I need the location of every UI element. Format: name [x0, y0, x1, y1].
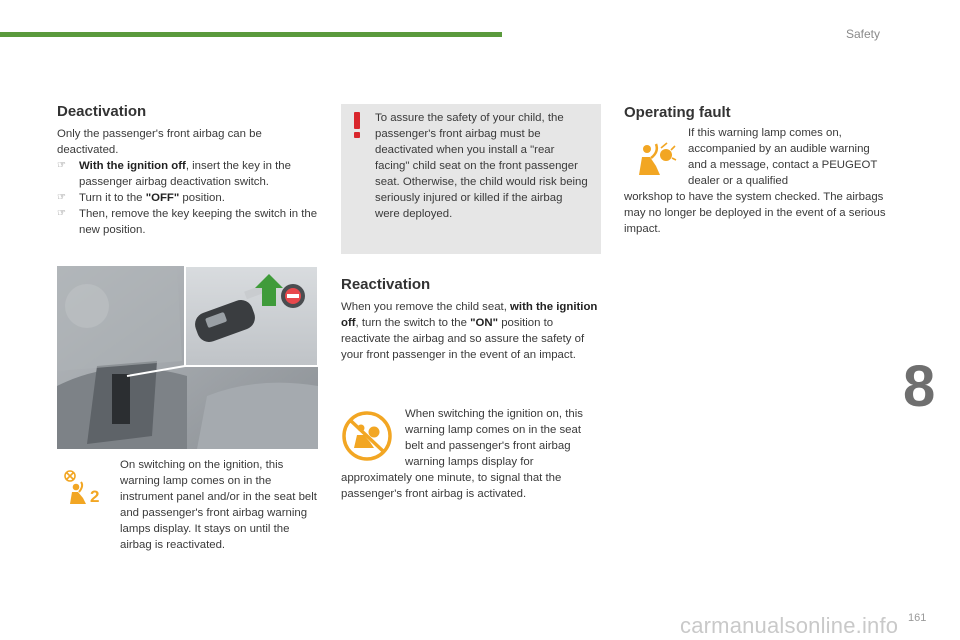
chapter-title: Safety: [846, 27, 881, 41]
warning-exclamation-icon: [350, 112, 364, 138]
airbag-off-lamp-icon: [64, 470, 108, 506]
step-2-post: position.: [179, 192, 225, 204]
deactivation-step-1: [57, 158, 319, 190]
deactivation-intro: Only the passenger's front airbag can be deactivated.: [57, 128, 262, 156]
chapter-number: 8: [903, 354, 936, 419]
bullet-arrow-icon: ☞: [57, 208, 66, 219]
operating-fault-text: If this warning lamp comes on, accompanied by an audible warning and a message, contact a PEUGEOT dealer or a qualified: [688, 127, 878, 187]
airbag-on-lamp-description: When switching the ignition on, this warning lamp comes on in the seat belt and passenger's front airbag warning lamps display for: [405, 408, 583, 468]
deactivation-heading: Deactivation: [57, 103, 147, 120]
step-1-bold: With the ignition off: [79, 160, 186, 172]
reactivation-text: [341, 299, 603, 363]
bullet-arrow-icon: ☞: [57, 192, 66, 203]
reactivation-t3: position to reactivate the airbag and so assure the safety of your front passenger in the event of an impact.: [341, 317, 585, 361]
deactivation-text: [57, 126, 319, 238]
reactivation-heading: Reactivation: [341, 276, 431, 293]
airbag-on-lamp-description-cont: approximately one minute, to signal that the passenger's front airbag is activated.: [341, 472, 562, 500]
operating-fault-text-cont: workshop to have the system checked. The airbags may no longer be deployed in the event of a serious impact.: [624, 191, 886, 235]
svg-text:2: 2: [90, 487, 100, 506]
deactivation-step-3: [57, 206, 319, 238]
step-1-text: , insert the key in the passenger airbag deactivation switch.: [79, 160, 291, 188]
bullet-arrow-icon: ☞: [57, 160, 66, 171]
airbag-on-lamp-icon: [341, 410, 393, 462]
deactivation-step-2: [57, 190, 319, 206]
step-3-text: Then, remove the key keeping the switch in the new position.: [79, 208, 318, 236]
step-2-pre: Turn it to the: [79, 192, 146, 204]
operating-fault-heading: Operating fault: [624, 104, 731, 121]
page-number: 161: [908, 612, 927, 624]
reactivation-t1-bold: with the ignition off: [341, 301, 598, 329]
reactivation-t2: , turn the switch to the: [355, 317, 471, 329]
airbag-switch-photo: [57, 266, 318, 449]
watermark: carmanualsonline.info: [680, 613, 899, 638]
step-2-bold: "OFF": [145, 192, 180, 204]
reactivation-t1: When you remove the child seat,: [341, 301, 511, 313]
reactivation-t2-bold: "ON": [470, 317, 499, 329]
airbag-off-lamp-description: On switching on the ignition, this warning lamp comes on in the instrument panel and/or in the seat belt and passenger's front airbag warning lamps display. It stays on until the airbag is reactivated.: [120, 459, 317, 551]
airbag-fault-lamp-icon: [633, 140, 677, 176]
accent-bar: [0, 32, 502, 37]
safety-warning-text: To assure the safety of your child, the passenger's front airbag must be deactivated when you install a "rear facing" child seat on the front passenger seat. Otherwise, the child would risk being seriously injured or killed if the airbag were deployed.: [375, 112, 588, 220]
